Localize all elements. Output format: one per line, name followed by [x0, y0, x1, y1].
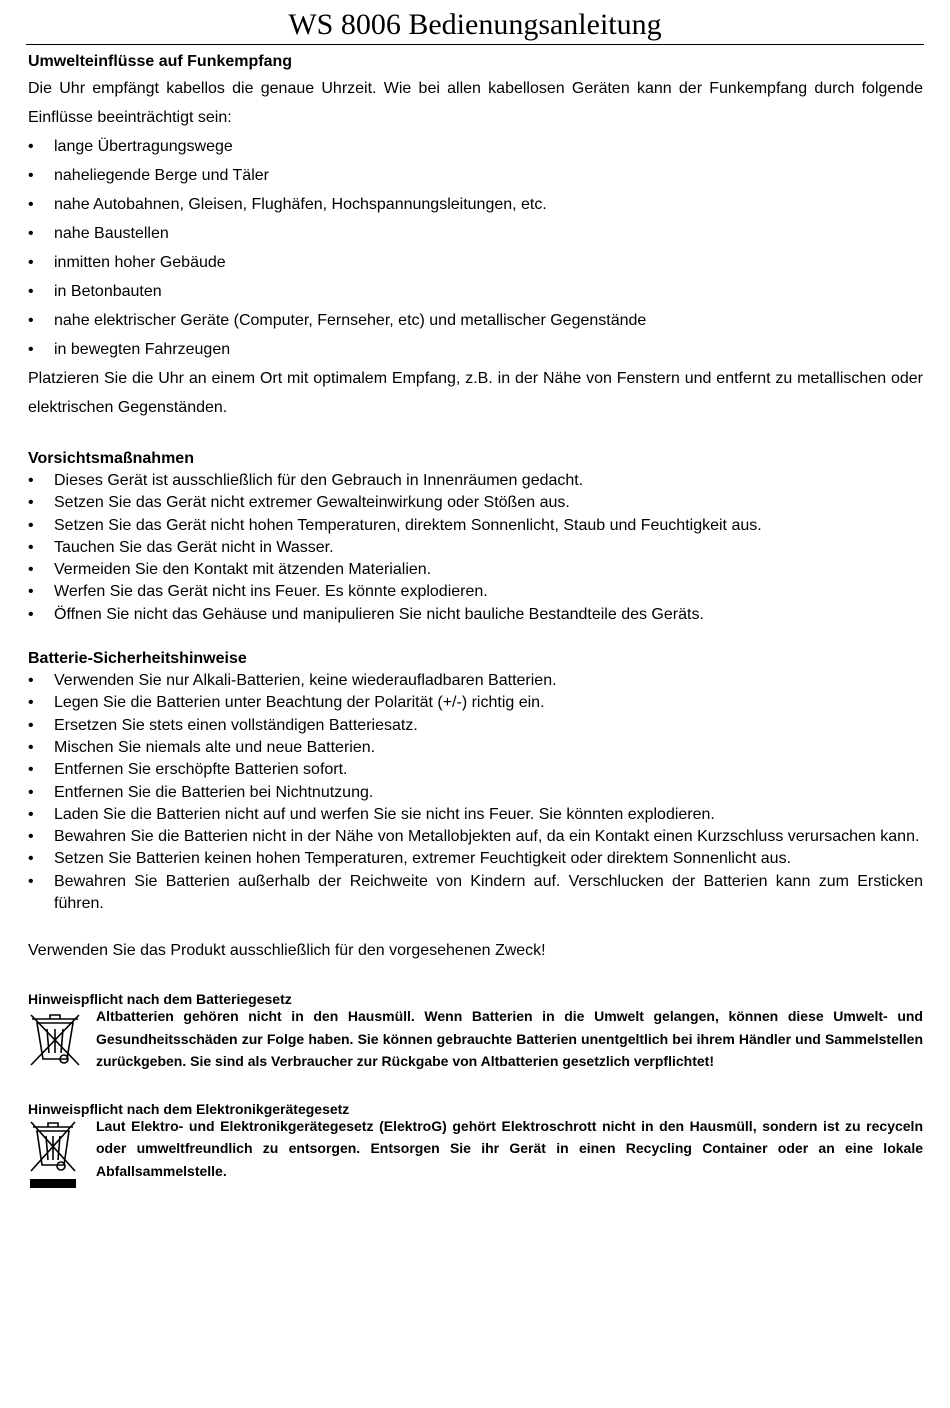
page-title: WS 8006 Bedienungsanleitung [26, 6, 924, 45]
list-item: • inmitten hoher Gebäude [28, 248, 923, 277]
list-item: • Legen Sie die Batterien unter Beachtung der Polarität (+/-) richtig ein. [28, 692, 923, 714]
reception-outro: Platzieren Sie die Uhr an einem Ort mit optimalem Empfang, z.B. in der Nähe von Fenstern und entfernt zu metallischen oder elektrischen Gegenständen. [28, 370, 923, 416]
list-item: • Entfernen Sie die Batterien bei Nichtnutzung. [28, 782, 923, 804]
list-item: • Laden Sie die Batterien nicht auf und werfen Sie sie nicht ins Feuer. Sie könnten explodieren. [28, 804, 923, 826]
list-item: • Öffnen Sie nicht das Gehäuse und manipulieren Sie nicht bauliche Bestandteile des Geräts. [28, 604, 923, 626]
list-item: • Bewahren Sie Batterien außerhalb der Reichweite von Kindern auf. Verschlucken der Batterien kann zum Ersticken führen. [28, 871, 923, 916]
electronics-law-notice [28, 1119, 923, 1196]
list-item: • Setzen Sie das Gerät nicht hohen Temperaturen, direktem Sonnenlicht, Staub und Feuchtigkeit aus. [28, 515, 923, 537]
list-item: • nahe elektrischer Geräte (Computer, Fernseher, etc) und metallischer Gegenstände [28, 306, 923, 335]
list-item: • naheliegende Berge und Täler [28, 161, 923, 190]
list-item: • Werfen Sie das Gerät nicht ins Feuer. Es könnte explodieren. [28, 581, 923, 603]
battery-law-heading: Hinweispflicht nach dem Batteriegesetz [28, 991, 292, 1008]
battery-safety-list [28, 670, 923, 915]
list-item: • Setzen Sie Batterien keinen hohen Temperaturen, extremer Feuchtigkeit oder direktem Sonnenlicht aus. [28, 848, 923, 870]
list-item: • Mischen Sie niemals alte und neue Batterien. [28, 737, 923, 759]
weee-bin-icon [28, 1119, 86, 1196]
list-item: • Dieses Gerät ist ausschließlich für den Gebrauch in Innenräumen gedacht. [28, 470, 923, 492]
reception-list [28, 132, 923, 364]
list-item: • Setzen Sie das Gerät nicht extremer Gewalteinwirkung oder Stößen aus. [28, 492, 923, 514]
list-item: • in bewegten Fahrzeugen [28, 335, 923, 364]
battery-law-notice [28, 1009, 923, 1073]
content [28, 49, 923, 1196]
list-item: • Verwenden Sie nur Alkali-Batterien, keine wiederaufladbaren Batterien. [28, 670, 923, 692]
reception-intro: Die Uhr empfängt kabellos die genaue Uhrzeit. Wie bei allen kabellosen Geräten kann der Funkempfang durch folgende Einflüsse beeinträchtigt sein: [28, 80, 923, 126]
section-heading-precautions: Vorsichtsmaßnahmen [28, 450, 194, 467]
intended-use-note: Verwenden Sie das Produkt ausschließlich für den vorgesehenen Zweck! [28, 942, 546, 960]
list-item: • in Betonbauten [28, 277, 923, 306]
list-item: • nahe Autobahnen, Gleisen, Flughäfen, Hochspannungsleitungen, etc. [28, 190, 923, 219]
list-item: • lange Übertragungswege [28, 132, 923, 161]
electronics-law-text: Laut Elektro- und Elektronikgerätegesetz (ElektroG) gehört Elektroschrott nicht in den Hausmüll, sondern ist zu recyceln oder umweltfreundlich zu entsorgen. Entsorgen Sie ihr Gerät in einen Recycling Container oder an eine lokale Abfallsammelstelle. [96, 1117, 923, 1179]
list-item: • Entfernen Sie erschöpfte Batterien sofort. [28, 759, 923, 781]
list-item: • Tauchen Sie das Gerät nicht in Wasser. [28, 537, 923, 559]
list-item: • Bewahren Sie die Batterien nicht in der Nähe von Metallobjekten auf, da ein Kontakt einen Kurzschluss verursachen kann. [28, 826, 923, 848]
battery-law-text: Altbatterien gehören nicht in den Hausmüll. Wenn Batterien in die Umwelt gelangen, können diese Umwelt- und Gesundheitsschäden zur Folge haben. Sie können gebrauchte Batterien unentgeltlich bei ihrem Händler und Sammelstellen zurückgeben. Sie sind als Verbraucher zur Rückgabe von Altbatterien gesetzlich verpflichtet! [96, 1008, 923, 1070]
section-heading-reception: Umwelteinflüsse auf Funkempfang [28, 53, 293, 70]
precautions-list [28, 470, 923, 626]
list-item: • Vermeiden Sie den Kontakt mit ätzenden Materialien. [28, 559, 923, 581]
crossed-out-bin-icon [28, 1009, 86, 1072]
list-item: • Ersetzen Sie stets einen vollständigen Batteriesatz. [28, 715, 923, 737]
list-item: • nahe Baustellen [28, 219, 923, 248]
section-heading-battery-safety: Batterie-Sicherheitshinweise [28, 650, 247, 668]
electronics-law-heading: Hinweispflicht nach dem Elektronikgerätegesetz [28, 1100, 350, 1117]
